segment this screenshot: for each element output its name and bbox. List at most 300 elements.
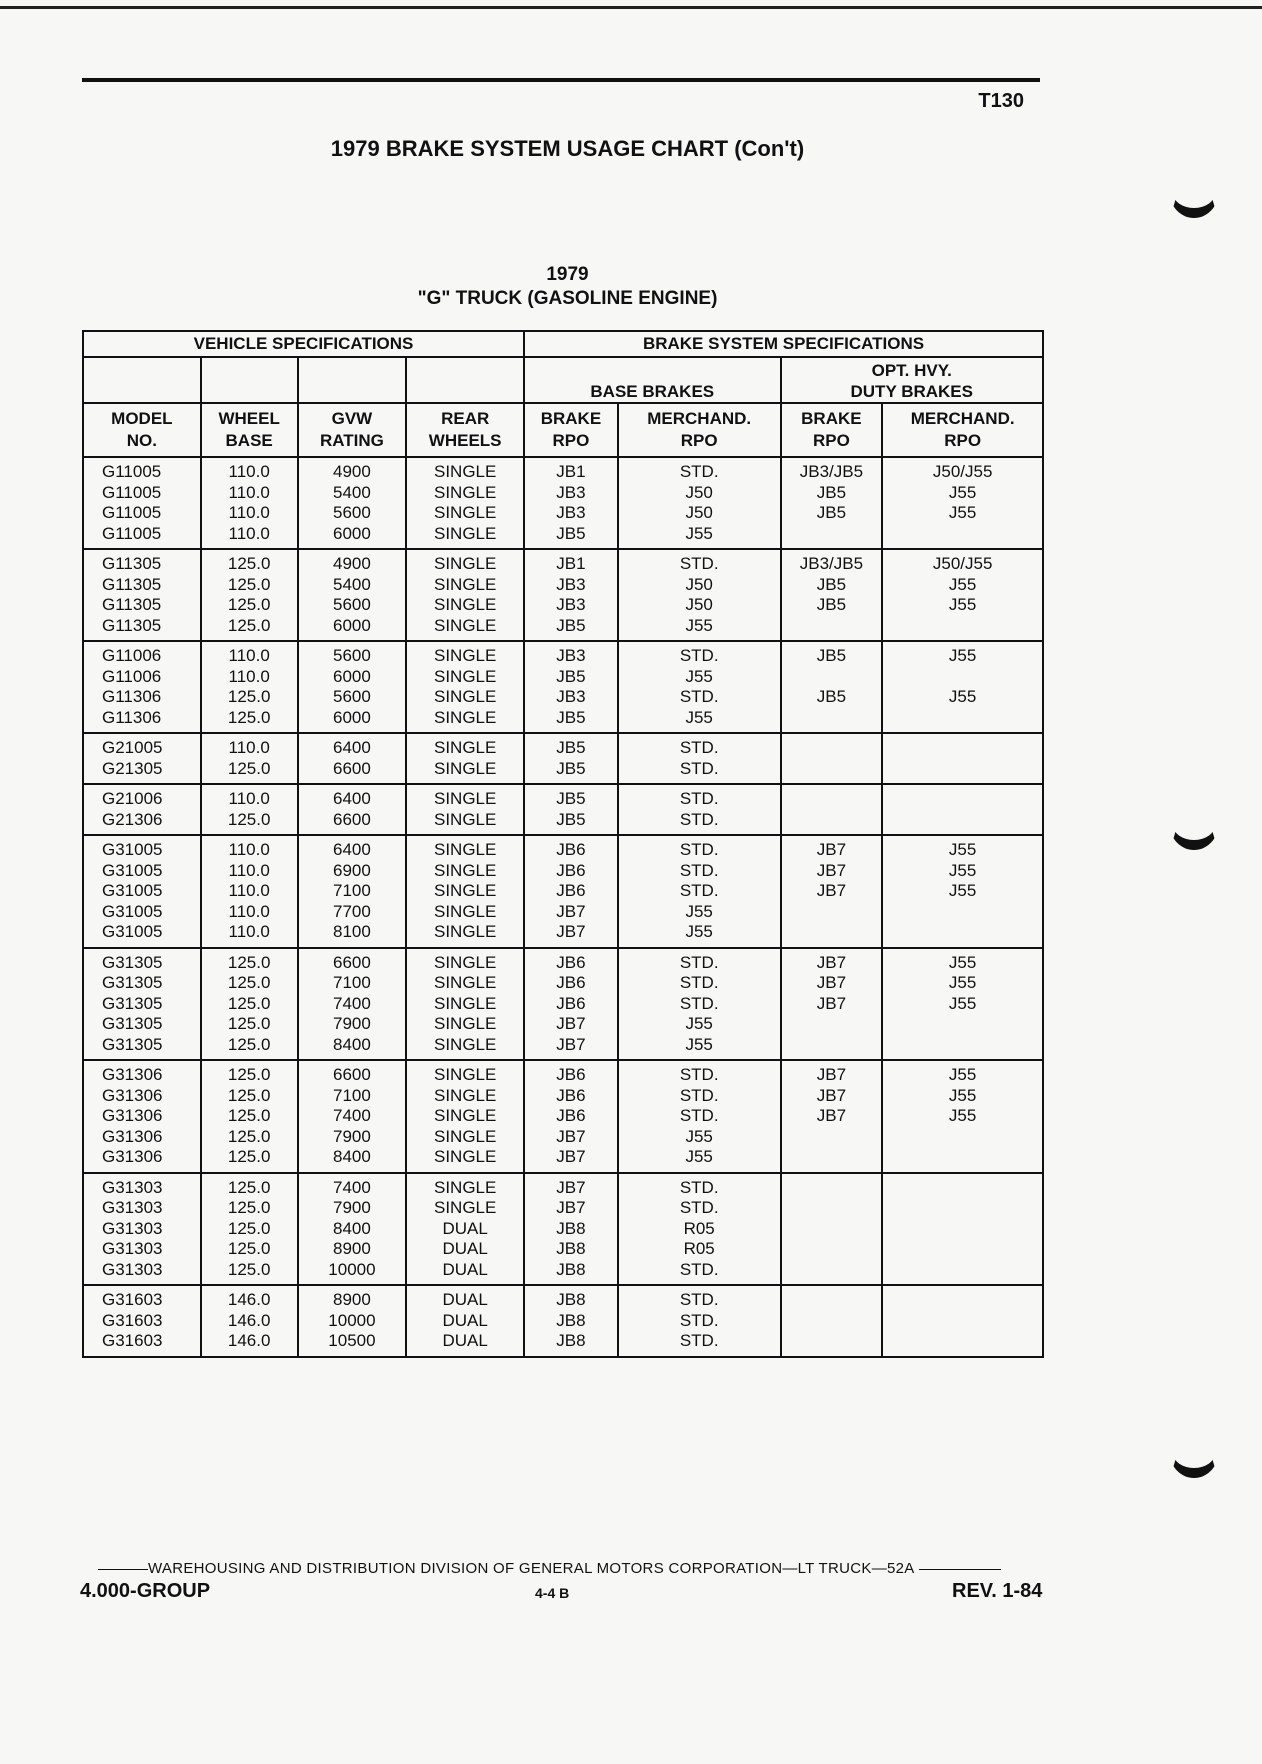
cell-value: STD. (679, 738, 719, 757)
cell-value: JB6 (556, 840, 586, 859)
cell-gvw (298, 1285, 407, 1357)
cell-value: 125.0 (227, 687, 271, 706)
cell-value: J55 (948, 646, 977, 665)
cell-value: 125.0 (227, 595, 271, 614)
cell-gvw (298, 733, 407, 784)
cell-value: DUAL (442, 1331, 488, 1350)
cell-rear (406, 784, 524, 835)
cell-value (887, 1035, 1038, 1056)
cell-value: SINGLE (433, 1126, 497, 1146)
cell-value: 10000 (328, 1259, 376, 1279)
cell-value: STD. (679, 1177, 719, 1197)
cell-value: JB6 (556, 860, 586, 880)
cell-value: SINGLE (433, 881, 497, 900)
footer-revision: REV. 1-84 (952, 1580, 1043, 1602)
footer-page-number: 4-4 B (535, 1585, 570, 1601)
opt-header-line-1: OPT. HVY. (871, 361, 952, 380)
cell-wheelbase (201, 549, 298, 641)
cell-value: J55 (685, 615, 713, 635)
cell-value: JB5 (556, 758, 586, 778)
cell-value: SINGLE (433, 462, 497, 481)
cell-gvw (298, 784, 407, 835)
cell-value: JB3/JB5 (799, 554, 864, 573)
binder-hole-mark (1170, 1428, 1218, 1478)
cell-opt-merch (882, 641, 1043, 733)
cell-base-merch (618, 784, 781, 835)
cell-value: 7400 (333, 1177, 371, 1197)
cell-value: STD. (679, 860, 719, 880)
cell-value: JB6 (556, 881, 586, 900)
cell-value (887, 667, 1038, 688)
cell-value: STD. (679, 1331, 719, 1350)
cell-value: JB5 (556, 666, 586, 686)
cell-value: SINGLE (433, 809, 497, 829)
cell-value: 6000 (333, 523, 371, 543)
cell-value: 125.0 (227, 574, 271, 594)
cell-base-merch (618, 733, 781, 784)
cell-value: 110.0 (228, 789, 270, 808)
cell-value: STD. (679, 758, 719, 778)
cell-value: G31603 (102, 1290, 163, 1309)
cell-value: G31305 (102, 1034, 163, 1054)
cell-value: STD. (679, 1198, 719, 1217)
cell-value: STD. (679, 1106, 719, 1125)
cell-value: 125.0 (227, 1198, 271, 1217)
cell-value (786, 1239, 878, 1260)
cell-value: 7900 (333, 1014, 371, 1033)
cell-value: JB5 (816, 482, 847, 502)
cell-value: J50 (685, 503, 713, 522)
cell-value (887, 759, 1038, 780)
cell-value (887, 1198, 1038, 1219)
cell-gvw (298, 457, 407, 549)
cell-value (887, 738, 1038, 759)
cell-value: G31005 (102, 840, 163, 859)
cell-rear (406, 1173, 524, 1286)
cell-value: SINGLE (433, 1177, 497, 1197)
cell-value: J55 (948, 595, 977, 614)
cell-gvw (298, 641, 407, 733)
cell-opt-merch (882, 948, 1043, 1061)
cell-value: JB8 (556, 1310, 586, 1330)
cell-value: J55 (948, 860, 977, 880)
cell-value: J55 (948, 840, 977, 859)
cell-value: DUAL (442, 1218, 488, 1238)
cell-value: J55 (948, 993, 977, 1013)
subtitle-year: 1979 (546, 264, 589, 285)
cell-value: JB3 (556, 595, 586, 614)
cell-value (887, 1127, 1038, 1148)
cell-model (83, 1173, 201, 1286)
cell-value: SINGLE (433, 1034, 497, 1054)
cell-value: JB8 (556, 1290, 586, 1309)
cell-value: G21306 (102, 809, 163, 829)
cell-value: 8900 (333, 1239, 371, 1258)
cell-value: J55 (685, 666, 713, 686)
cell-value: 6000 (333, 707, 371, 727)
cell-value: JB7 (556, 1177, 586, 1197)
cell-value: SINGLE (433, 1147, 497, 1166)
spacer-cell (83, 357, 201, 403)
cell-value: 6900 (333, 860, 371, 880)
cell-value: 8400 (333, 1034, 371, 1054)
cell-value: 125.0 (227, 1034, 271, 1054)
cell-value: JB7 (556, 1014, 586, 1033)
cell-value: 8400 (333, 1147, 371, 1166)
column-header-wheel-base (201, 403, 298, 457)
cell-opt-merch (882, 457, 1043, 549)
cell-value: SINGLE (433, 993, 497, 1013)
cell-value: R05 (683, 1239, 715, 1258)
cell-value: J55 (948, 687, 977, 706)
cell-gvw (298, 1060, 407, 1173)
cell-value: G31306 (102, 1147, 163, 1166)
cell-base-brake (524, 1060, 618, 1173)
cell-value: JB7 (816, 860, 847, 880)
cell-value: JB3 (556, 687, 586, 706)
cell-value: JB8 (556, 1259, 586, 1279)
cell-value: 110.0 (228, 901, 270, 921)
cell-value (887, 1311, 1038, 1332)
cell-value: SINGLE (433, 860, 497, 880)
cell-base-brake (524, 948, 618, 1061)
cell-value: SINGLE (433, 922, 497, 941)
cell-value: JB6 (556, 993, 586, 1013)
model-group-row (83, 733, 1043, 784)
cell-value: G11306 (102, 707, 162, 727)
cell-value: JB7 (556, 1198, 586, 1217)
cell-value: SINGLE (433, 1198, 497, 1217)
cell-value (786, 667, 878, 688)
cell-opt-brake (781, 1285, 883, 1357)
cell-value (887, 616, 1038, 637)
cell-value: G11005 (102, 462, 162, 481)
cell-value: 110.0 (228, 666, 270, 686)
column-header-line: MERCHAND. (910, 409, 1015, 428)
cell-rear (406, 641, 524, 733)
cell-rear (406, 1060, 524, 1173)
model-group-row (83, 457, 1043, 549)
cell-value: JB7 (556, 922, 586, 941)
model-group-row (83, 641, 1043, 733)
column-header-model-no (83, 403, 201, 457)
cell-value (887, 1290, 1038, 1311)
cell-value (786, 1311, 878, 1332)
cell-value: J55 (948, 973, 977, 992)
cell-value: STD. (679, 1290, 719, 1309)
cell-value: J55 (948, 881, 977, 900)
cell-value (887, 1239, 1038, 1260)
column-header-line: GVW (331, 409, 373, 428)
cell-value: SINGLE (433, 901, 497, 921)
cell-value: 10500 (328, 1331, 376, 1350)
cell-value: G31305 (102, 973, 163, 992)
cell-value: SINGLE (433, 952, 497, 972)
spacer-cell (406, 357, 524, 403)
page-code: T130 (978, 90, 1024, 112)
cell-value (786, 616, 878, 637)
cell-value (887, 810, 1038, 831)
cell-value: SINGLE (433, 574, 497, 594)
cell-value: 6400 (333, 738, 371, 757)
cell-value (786, 922, 878, 943)
cell-value: G11305 (102, 615, 162, 635)
cell-model (83, 1285, 201, 1357)
cell-value: 125.0 (227, 615, 271, 635)
cell-value (786, 902, 878, 923)
cell-value: 10000 (328, 1310, 376, 1330)
cell-value: G31306 (102, 1085, 163, 1105)
cell-value: 6000 (333, 666, 371, 686)
cell-value: 125.0 (227, 1065, 271, 1084)
cell-value: G11306 (102, 687, 162, 706)
column-header-line: REAR (441, 409, 490, 428)
cell-gvw (298, 549, 407, 641)
cell-base-brake (524, 1285, 618, 1357)
cell-value: 6600 (333, 758, 371, 778)
cell-value (786, 738, 878, 759)
cell-opt-brake (781, 948, 883, 1061)
cell-gvw (298, 1173, 407, 1286)
cell-value: G31005 (102, 881, 163, 900)
cell-value: SINGLE (433, 1065, 497, 1084)
cell-value: G11005 (102, 503, 162, 522)
cell-value (786, 1260, 878, 1281)
cell-value (786, 1035, 878, 1056)
column-header-opt-merchand-rpo (882, 403, 1043, 457)
cell-value: STD. (679, 1065, 719, 1084)
model-group-row (83, 784, 1043, 835)
cell-rear (406, 835, 524, 948)
cell-value: 125.0 (227, 973, 271, 992)
cell-value: G31306 (102, 1106, 163, 1125)
column-header-opt-brake-rpo (781, 403, 883, 457)
cell-base-merch (618, 1060, 781, 1173)
cell-value: G31303 (102, 1259, 163, 1279)
column-header-line: MODEL (111, 409, 173, 428)
model-group-row (83, 549, 1043, 641)
cell-value: J55 (685, 1126, 713, 1146)
cell-value: G21005 (102, 738, 163, 757)
scan-edge-line (0, 6, 1262, 9)
cell-opt-brake (781, 835, 883, 948)
cell-value: SINGLE (433, 738, 497, 757)
cell-value (887, 789, 1038, 810)
cell-value: J55 (948, 574, 977, 594)
cell-value: J55 (948, 952, 977, 972)
cell-value: 110.0 (228, 523, 270, 543)
cell-value: 125.0 (227, 993, 271, 1013)
cell-value: 125.0 (227, 1177, 271, 1197)
cell-opt-brake (781, 1173, 883, 1286)
cell-value: JB5 (816, 574, 847, 594)
cell-base-brake (524, 733, 618, 784)
footer-group: 4.000-GROUP (80, 1580, 211, 1602)
cell-value: J55 (685, 1014, 713, 1033)
cell-value: JB3 (556, 574, 586, 594)
cell-wheelbase (201, 733, 298, 784)
column-header-line: RPO (680, 431, 718, 450)
cell-value: DUAL (442, 1259, 488, 1279)
cell-value: STD. (679, 646, 719, 665)
cell-rear (406, 457, 524, 549)
cell-value: JB3 (556, 646, 586, 665)
cell-value: 146.0 (227, 1310, 271, 1330)
cell-value (786, 1178, 878, 1199)
cell-value (887, 708, 1038, 729)
cell-value: 5600 (333, 595, 371, 614)
cell-value (887, 1219, 1038, 1240)
cell-value: J55 (948, 1106, 977, 1125)
cell-model (83, 784, 201, 835)
cell-value: JB7 (556, 1034, 586, 1054)
cell-value: SINGLE (433, 1085, 497, 1105)
cell-value: STD. (679, 1259, 719, 1279)
cell-value (786, 708, 878, 729)
cell-value: G31306 (102, 1126, 163, 1146)
cell-value: 125.0 (227, 1147, 271, 1166)
cell-value: 7400 (333, 993, 371, 1013)
cell-base-brake (524, 1173, 618, 1286)
cell-value: JB5 (816, 687, 847, 706)
column-header-line: BRAKE (540, 409, 602, 428)
model-group-row (83, 1060, 1043, 1173)
cell-value: J50/J55 (932, 462, 993, 481)
cell-value: 125.0 (227, 1014, 271, 1033)
cell-value: 110.0 (228, 503, 270, 522)
cell-value: JB7 (816, 881, 847, 900)
column-header-base-merchand-rpo (618, 403, 781, 457)
footer-line (98, 1560, 1048, 1577)
cell-value: 146.0 (227, 1331, 271, 1350)
cell-value: JB6 (556, 952, 586, 972)
cell-value: 110.0 (228, 881, 270, 900)
opt-hvy-duty-header (781, 357, 1044, 403)
cell-value: 110.0 (228, 922, 270, 941)
cell-value: 125.0 (227, 554, 271, 573)
cell-value: JB6 (556, 1106, 586, 1125)
cell-value: JB7 (816, 993, 847, 1013)
cell-value: JB7 (556, 901, 586, 921)
cell-opt-merch (882, 835, 1043, 948)
cell-value: 6600 (333, 952, 371, 972)
cell-value: JB7 (816, 1085, 847, 1105)
model-group-row (83, 948, 1043, 1061)
cell-value: 125.0 (227, 707, 271, 727)
spacer-cell (201, 357, 298, 403)
cell-value: JB6 (556, 1065, 586, 1084)
cell-wheelbase (201, 1173, 298, 1286)
cell-value: 6000 (333, 615, 371, 635)
subtitle-name: "G" TRUCK (GASOLINE ENGINE) (417, 288, 718, 309)
cell-value (786, 789, 878, 810)
cell-value (786, 1014, 878, 1035)
footer-rule-right (919, 1569, 1001, 1570)
cell-value: G31005 (102, 922, 163, 941)
cell-value: SINGLE (433, 840, 497, 859)
cell-value: G11005 (102, 482, 162, 502)
cell-base-merch (618, 1285, 781, 1357)
cell-value: DUAL (442, 1310, 488, 1330)
cell-model (83, 733, 201, 784)
cell-value: R05 (683, 1218, 715, 1238)
cell-value: 7100 (333, 1085, 371, 1105)
binder-hole-mark (1170, 168, 1218, 218)
column-header-line: RATING (319, 431, 384, 450)
cell-value: JB5 (556, 789, 586, 808)
cell-opt-brake (781, 733, 883, 784)
cell-base-merch (618, 641, 781, 733)
cell-base-merch (618, 835, 781, 948)
cell-value (887, 1014, 1038, 1035)
cell-wheelbase (201, 1060, 298, 1173)
cell-value: JB7 (816, 952, 847, 972)
cell-value: 110.0 (228, 840, 270, 859)
cell-value: 6600 (333, 1065, 371, 1084)
cell-value: JB7 (816, 1065, 847, 1084)
cell-value: 125.0 (227, 809, 271, 829)
cell-value: J55 (948, 482, 977, 502)
cell-value: JB1 (556, 462, 586, 481)
cell-value: 110.0 (228, 646, 270, 665)
cell-model (83, 457, 201, 549)
page-title: 1979 BRAKE SYSTEM USAGE CHART (Con't) (330, 136, 805, 161)
cell-value: 110.0 (228, 860, 270, 880)
cell-opt-merch (882, 1285, 1043, 1357)
cell-base-brake (524, 549, 618, 641)
cell-value (887, 922, 1038, 943)
cell-value: G11006 (102, 666, 162, 686)
column-header-line: RPO (944, 431, 982, 450)
cell-value: 7700 (333, 901, 371, 921)
cell-model (83, 1060, 201, 1173)
cell-value: 8100 (333, 922, 371, 941)
column-header-base-brake-rpo (524, 403, 618, 457)
cell-value: G31305 (102, 952, 163, 972)
cell-value: 125.0 (227, 1106, 271, 1125)
cell-opt-merch (882, 1173, 1043, 1286)
cell-wheelbase (201, 457, 298, 549)
cell-value: JB5 (556, 615, 586, 635)
cell-value: SINGLE (433, 789, 497, 808)
cell-value: J55 (685, 707, 713, 727)
cell-value: SINGLE (433, 646, 497, 665)
cell-value: STD. (679, 1085, 719, 1105)
cell-value: 8400 (333, 1218, 371, 1238)
cell-value: 110.0 (228, 738, 270, 757)
cell-value: G31603 (102, 1310, 163, 1330)
cell-opt-brake (781, 457, 883, 549)
cell-value: JB8 (556, 1239, 586, 1258)
cell-wheelbase (201, 1285, 298, 1357)
cell-value: J55 (948, 1065, 977, 1084)
cell-value: SINGLE (433, 758, 497, 778)
cell-value: 7400 (333, 1106, 371, 1125)
cell-value: 125.0 (227, 1259, 271, 1279)
spacer-cell (298, 357, 407, 403)
cell-value (786, 524, 878, 545)
cell-value: G31303 (102, 1198, 163, 1217)
cell-value: DUAL (442, 1290, 488, 1309)
cell-value (786, 1198, 878, 1219)
cell-value: JB7 (556, 1147, 586, 1166)
cell-value: 125.0 (227, 1085, 271, 1105)
cell-value: JB5 (556, 523, 586, 543)
cell-value: 8900 (333, 1290, 371, 1309)
cell-value (786, 1219, 878, 1240)
cell-value (786, 1290, 878, 1311)
cell-base-brake (524, 784, 618, 835)
